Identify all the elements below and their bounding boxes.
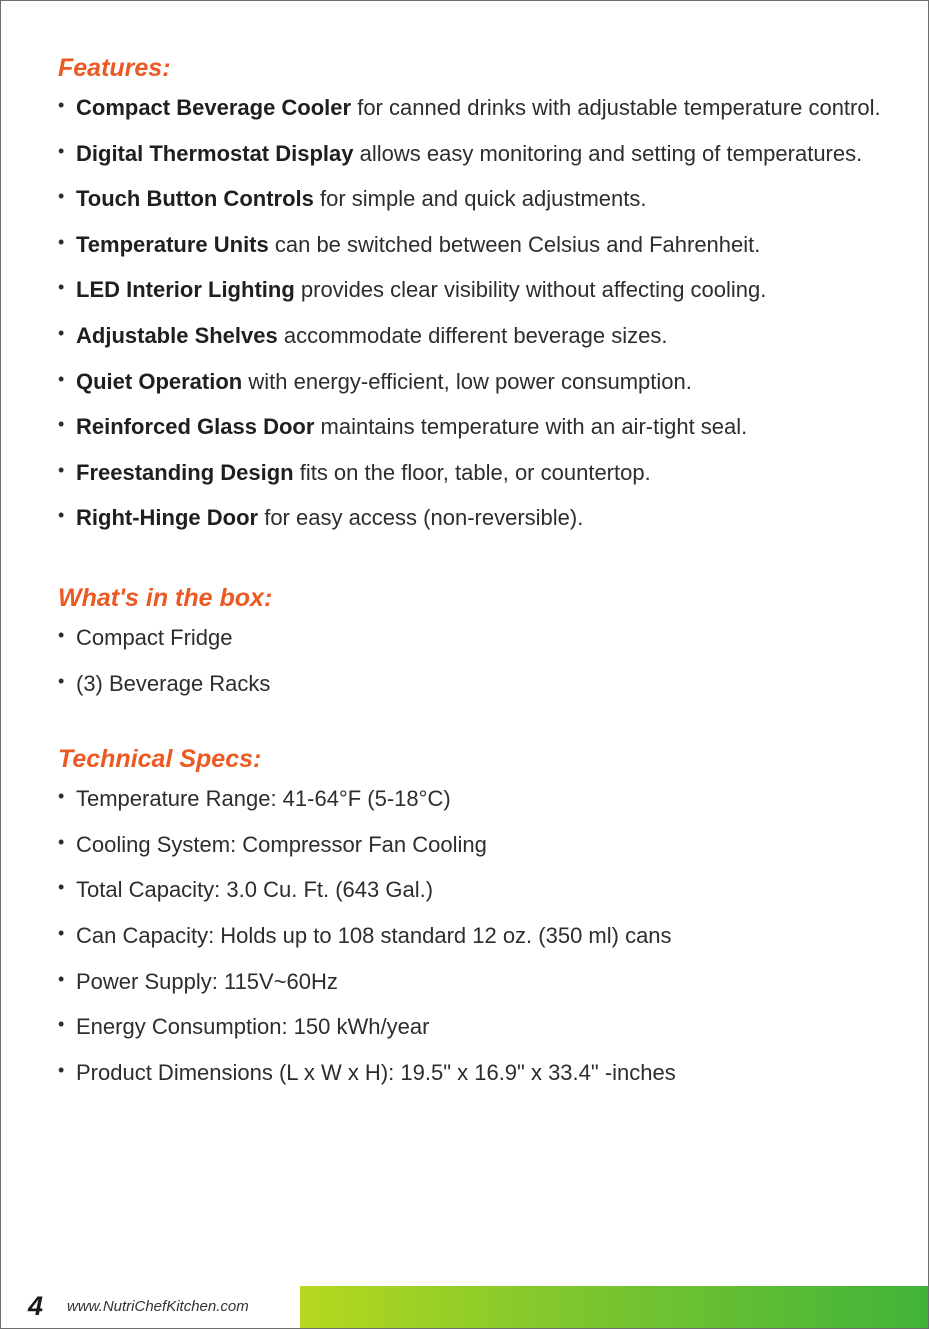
spec-item xyxy=(58,867,908,913)
box-contents-heading: What's in the box: xyxy=(58,583,273,612)
feature-description: allows easy monitoring and setting of temperatures. xyxy=(353,140,863,166)
website-link[interactable]: www.NutriChefKitchen.com xyxy=(67,1298,249,1315)
feature-description: maintains temperature with an air-tight seal. xyxy=(314,414,748,440)
spec-text: Power Supply: 115V~60Hz xyxy=(76,968,338,994)
bullet-icon: • xyxy=(58,140,65,161)
feature-name: Temperature Units xyxy=(76,231,269,257)
bullet-icon: • xyxy=(58,877,65,898)
feature-item xyxy=(58,85,896,131)
spec-text: Temperature Range: 41-64°F (5-18°C) xyxy=(76,786,451,812)
bullet-icon: • xyxy=(58,1059,65,1080)
spec-text: Cooling System: Compressor Fan Cooling xyxy=(76,831,487,857)
spec-item xyxy=(58,959,908,1005)
spec-text: Can Capacity: Holds up to 108 standard 12 oz. (350 ml) cans xyxy=(76,922,672,948)
feature-description: with energy-efficient, low power consumption. xyxy=(242,368,692,394)
feature-description: for easy access (non-reversible). xyxy=(258,505,584,531)
section-spacer xyxy=(58,541,908,581)
feature-description: accommodate different beverage sizes. xyxy=(277,322,668,348)
bullet-icon: • xyxy=(58,624,65,645)
box-item xyxy=(58,615,908,661)
feature-item xyxy=(58,495,908,541)
feature-name: Reinforced Glass Door xyxy=(76,414,315,440)
spec-item xyxy=(58,776,908,822)
specs-list xyxy=(58,776,908,1095)
page-number: 4 xyxy=(28,1291,44,1321)
spec-item xyxy=(58,913,908,959)
feature-name: Touch Button Controls xyxy=(76,186,314,212)
footer-green-bar xyxy=(300,1286,928,1328)
specs-heading: Technical Specs: xyxy=(58,745,262,774)
spec-text: Total Capacity: 3.0 Cu. Ft. (643 Gal.) xyxy=(76,877,434,903)
spec-item xyxy=(58,1050,908,1096)
feature-name: Right-Hinge Door xyxy=(76,505,259,531)
feature-item xyxy=(58,450,908,496)
bullet-icon: • xyxy=(58,505,65,526)
bullet-icon: • xyxy=(58,831,65,852)
feature-item xyxy=(58,176,908,222)
feature-description: fits on the floor, table, or countertop. xyxy=(293,459,651,485)
feature-item xyxy=(58,267,908,313)
feature-description: for canned drinks with adjustable temperature control. xyxy=(351,95,881,120)
spec-text: Product Dimensions (L x W x H): 19.5" x 16.9" x 33.4" -inches xyxy=(76,1059,676,1085)
feature-name: Freestanding Design xyxy=(76,459,294,485)
bullet-icon: • xyxy=(58,670,65,691)
bullet-icon: • xyxy=(58,922,65,943)
box-contents-list xyxy=(58,615,908,706)
bullet-icon: • xyxy=(58,786,65,807)
feature-name: Adjustable Shelves xyxy=(76,322,278,348)
feature-name: Digital Thermostat Display xyxy=(76,140,354,166)
feature-item xyxy=(58,313,908,359)
feature-item xyxy=(58,359,908,405)
page-footer xyxy=(1,1286,928,1328)
feature-item xyxy=(58,222,908,268)
feature-item xyxy=(58,404,908,450)
feature-name: Compact Beverage Cooler xyxy=(76,95,352,120)
feature-description: provides clear visibility without affecting cooling. xyxy=(294,277,767,303)
bullet-icon: • xyxy=(58,322,65,343)
page-content xyxy=(58,51,908,1095)
features-heading: Features: xyxy=(58,54,171,82)
bullet-icon: • xyxy=(58,231,65,252)
section-spacer xyxy=(58,706,908,742)
bullet-icon: • xyxy=(58,968,65,989)
box-item xyxy=(58,661,908,707)
feature-name: Quiet Operation xyxy=(76,368,243,394)
bullet-icon: • xyxy=(58,1014,65,1035)
bullet-icon: • xyxy=(58,368,65,389)
feature-description: for simple and quick adjustments. xyxy=(313,186,647,212)
bullet-icon: • xyxy=(58,414,65,435)
feature-description: can be switched between Celsius and Fahrenheit. xyxy=(268,231,761,257)
spec-text: Energy Consumption: 150 kWh/year xyxy=(76,1014,430,1040)
feature-item xyxy=(58,131,896,177)
spec-item xyxy=(58,1004,908,1050)
bullet-icon: • xyxy=(58,186,65,207)
feature-name: LED Interior Lighting xyxy=(76,277,295,303)
bullet-icon: • xyxy=(58,95,65,115)
box-item-text: (3) Beverage Racks xyxy=(76,670,271,696)
spec-item xyxy=(58,822,908,868)
features-list xyxy=(58,85,908,541)
bullet-icon: • xyxy=(58,459,65,480)
bullet-icon: • xyxy=(58,277,65,298)
box-item-text: Compact Fridge xyxy=(76,624,233,650)
